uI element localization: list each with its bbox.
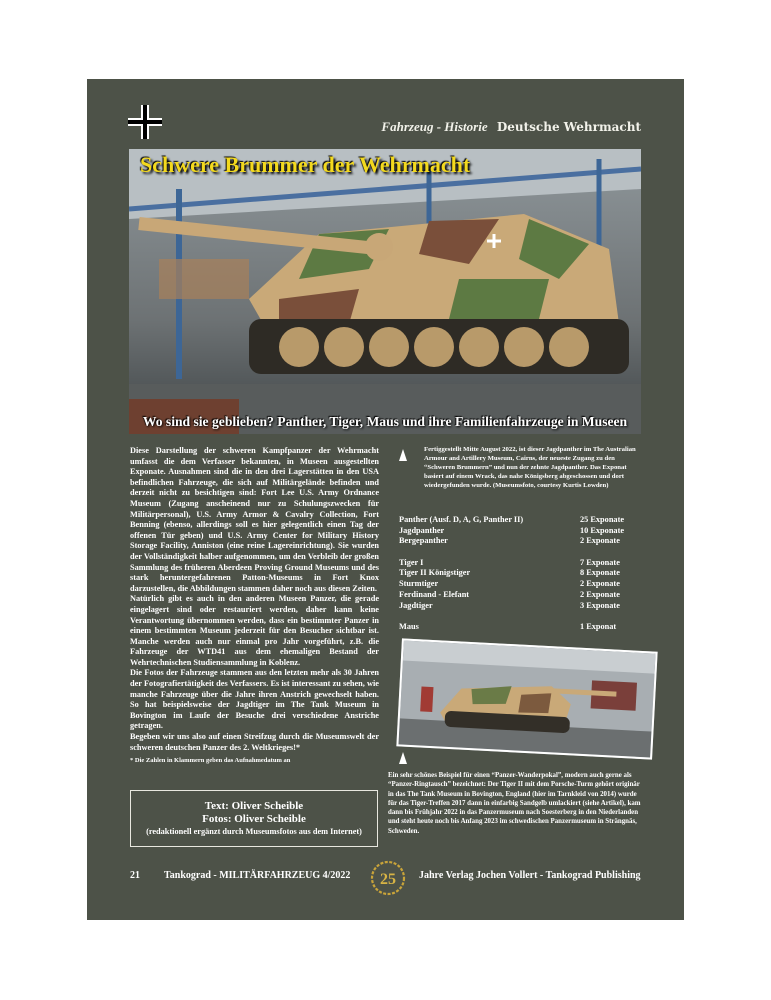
body-paragraph: Diese Darstellung der schweren Kampfpanzer der Wehrmacht umfasst die dem Verfasser bekannten, in Museen ausgestellten Exponate. Ausnahmen sind die in den drei Lagerstätten in den USA befindlichen Fahrzeuge, die sich auf Militärgelände befinden und derzeit nicht zu besichtigen sind: Fort Lee U.S. Army Ordnance Museum (Zugang anscheinend nur zu Schulungszwecken für Militärpersonal), U.S. Army Armor & Cavalry Collection, Fort Benning (ebenso, allerdings soll es hier gelegentlich einen Tag der offenen Tür geben) und U.S. Army Center for Military History Storage Facility, Anniston (eine reine Lagereinrichtung). Sie wurden der Vollständigkeit halber aufgenommen, um den Verbleib der großen Sammlung des früheren Aberdeen Proving Ground Museums und des stark heruntergefahrenen Patton-Museums in Fort Knox darzustellen, die Abbildungen stammen daher noch aus diesen Zeiten. <box>130 446 379 593</box>
badge-number: 25 <box>380 871 396 888</box>
table-row <box>399 579 642 590</box>
table-row <box>399 526 642 537</box>
photo-caption-top: Fertiggestellt Mitte August 2022, ist dieser Jagdpanther im The Australian Armour and Artillery Museum, Cairns, der neueste Zugang zu den “Schweren Brummern” und nun der zehnte Jagdpanther. Das Exponat basiert auf einem Wrack, das nahe Königsberg abgeschossen und dort wiedergefunden wurde. (Museumsfoto, courtesy Kurtis Lowden) <box>424 446 636 489</box>
vehicle-name: Tiger I <box>399 557 424 567</box>
tiger-ii-photo <box>396 638 657 759</box>
exhibit-count: 1 Exponat <box>580 621 617 631</box>
credit-note: (redaktionell ergänzt durch Museumsfotos aus dem Internet) <box>146 827 362 836</box>
footnote: * Die Zahlen in Klammern geben das Aufnahmedatum an <box>130 757 291 764</box>
section-header <box>381 119 641 135</box>
magazine-issue: Tankograd - MILITÄRFAHRZEUG 4/2022 <box>164 870 351 881</box>
section-label: Fahrzeug - Historie <box>381 119 488 134</box>
exhibit-count: 8 Exponate <box>580 568 620 578</box>
article-subtitle: Wo sind sie geblieben? Panther, Tiger, Maus und ihre Familienfahrzeuge in Museen <box>142 414 628 429</box>
jagdpanther-photo-illustration <box>129 149 641 434</box>
vehicle-name: Sturmtiger <box>399 579 439 589</box>
balkenkreuz-icon <box>128 105 162 139</box>
vehicle-name: Ferdinand - Elefant <box>399 589 470 599</box>
caption-pointer-up-icon <box>399 449 407 461</box>
footer-left <box>130 870 350 881</box>
article-body <box>130 446 379 753</box>
exhibit-count: 2 Exponate <box>580 589 620 599</box>
exhibit-count: 7 Exponate <box>580 557 620 567</box>
photo-credit: Fotos: Oliver Scheible <box>202 813 306 825</box>
exhibit-count-table <box>399 515 642 633</box>
table-row <box>399 622 642 633</box>
vehicle-name: Jagdpanther <box>399 525 445 535</box>
table-row <box>399 568 642 579</box>
exhibit-count: 2 Exponate <box>580 536 620 546</box>
vehicle-name: Bergepanther <box>399 536 448 546</box>
article-title: Schwere Brummer der Wehrmacht <box>140 152 471 177</box>
body-paragraph: Natürlich gibt es auch in den anderen Museen Panzer, die gerade eingelagert sind oder restauriert werden, daher kann keine Verantwortung übernommen werden, dass ein bestimmter Panzer in einem bestimmten Museum jederzeit für den Besucher sichtbar ist. Manche werden auch nur einmal pro Jahr vorgeführt, z.B. die Fahrzeuge der WTD41 aus dem ehemaligen Bestand der Wehrtechnischen Studiensammlung in Koblenz. <box>130 594 379 667</box>
anniversary-laurel-badge-icon <box>370 860 406 896</box>
body-paragraph: Die Fotos der Fahrzeuge stammen aus den letzten mehr als 30 Jahren der Fotografiertätigkeit des Verfassers. Es ist interessant zu sehen, wie manche Fahrzeuge über die Jahre ihren Anstrich gewechselt haben. So hat beispielsweise der Jagdtiger im The Tank Museum in Bovington im Laufe der Besuche drei verschiedene Anstriche getragen. <box>130 668 379 731</box>
table-row <box>399 515 642 526</box>
vehicle-name: Panther (Ausf. D, A, G, Panther II) <box>399 515 524 524</box>
vehicle-name: Tiger II Königstiger <box>399 568 471 578</box>
credits-box <box>130 790 378 847</box>
exhibit-count: 2 Exponate <box>580 579 620 589</box>
tiger-ii-photo-illustration <box>398 640 655 757</box>
caption-pointer-up-icon <box>399 752 407 764</box>
vehicle-name: Jagdtiger <box>399 600 433 610</box>
table-row <box>399 601 642 612</box>
magazine-page <box>87 79 684 920</box>
category-label: Deutsche Wehrmacht <box>496 120 641 134</box>
text-credit: Text: Oliver Scheible <box>204 800 304 812</box>
exhibit-count: 25 Exponate <box>580 515 625 524</box>
table-row <box>399 536 642 547</box>
hero-photo <box>129 149 641 434</box>
page-number: 21 <box>130 870 140 881</box>
table-row <box>399 558 642 569</box>
publisher-line: Jahre Verlag Jochen Vollert - Tankograd Publishing <box>419 870 641 881</box>
photo-caption-bottom: Ein sehr schönes Beispiel für einen “Panzer-Wanderpokal”, modern auch gerne als “Panzer-Ringtausch” bezeichnet: Der Tiger II mit dem Porsche-Turm gehört originär in das The Tank Museum in Bovington, England (hier im Tarnkleid von 2014) wurde für das Tiger-Treffen 2017 dann in einfarbig Sandgelb umlackiert (siehe Artikel), kam dann bis Frühjahr 2022 in das Panzermuseum nach Soesterberg in den Niederlanden und steht heute noch bis Anfang 2023 im schwedischen Panzermuseum in Strängnäs, Schweden. <box>388 772 641 835</box>
exhibit-count: 10 Exponate <box>580 525 625 535</box>
vehicle-name: Maus <box>399 621 419 631</box>
table-row <box>399 590 642 601</box>
exhibit-count: 3 Exponate <box>580 600 620 610</box>
body-paragraph: Begeben wir uns also auf einen Streifzug durch die Museumswelt der schweren deutschen Panzer des 2. Weltkrieges!* <box>130 732 379 752</box>
